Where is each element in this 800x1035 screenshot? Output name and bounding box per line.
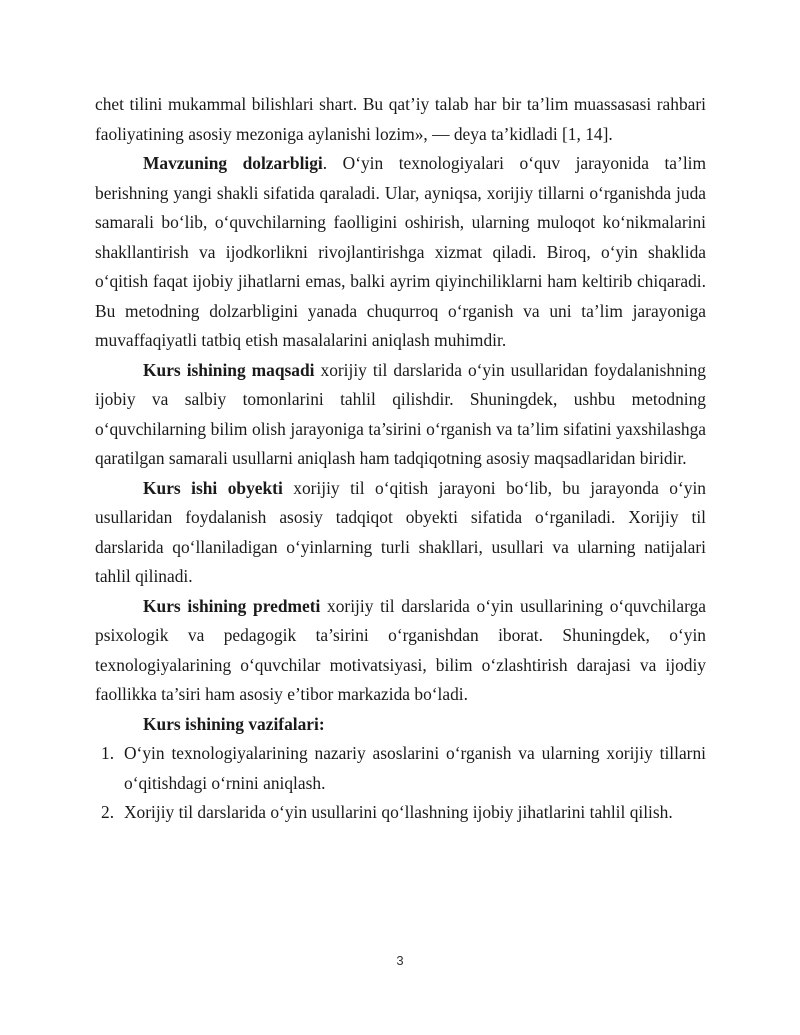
goal-paragraph — [95, 356, 706, 474]
relevance-paragraph — [95, 149, 706, 356]
list-item-number: 2. — [101, 802, 115, 822]
list-item-number: 1. — [101, 743, 115, 763]
subject-term: Kurs ishining predmeti — [143, 595, 321, 616]
page-content — [95, 90, 706, 828]
object-paragraph — [95, 474, 706, 592]
relevance-term: Mavzuning dolzarbligi — [143, 153, 323, 173]
goal-text: xorijiy til darslarida o‘yin usullaridan foydalanishning ijobiy va salbiy tomonlarini tahlil qilishdir. Shuningdek, ushbu metodning o‘quvchilarning bilim olish jarayoniga ta’sirini o‘rganish va ta’lim sifatini yaxshilashga qaratilgan samarali usullarni aniqlash ham tadqiqotning asosiy maqsadlaridan biridir. — [95, 359, 706, 468]
list-item-text: O‘yin texnologiyalarining nazariy asoslarini o‘rganish va ularning xorijiy tillarni o‘qitishdagi o‘rnini aniqlash. — [124, 743, 706, 793]
subject-text: xorijiy til darslarida o‘yin usullarining o‘quvchilarga psixologik va pedagogik ta’sirini o‘rganishdan iborat. Shuningdek, o‘yin texnologiyalarining o‘quvchilar motivatsiyasi, bilim o‘zlashtirish darajasi va ijodiy faollikka ta’siri ham asosiy e’tibor markazida bo‘ladi. — [95, 595, 706, 704]
list-item-text: Xorijiy til darslarida o‘yin usullarini qo‘llashning ijobiy jihatlarini tahlil qilish. — [124, 802, 673, 822]
list-item — [95, 798, 706, 828]
tasks-heading: Kurs ishining vazifalari: — [143, 713, 325, 734]
goal-term: Kurs ishining maqsadi — [143, 359, 315, 380]
page-number: 3 — [396, 953, 404, 968]
subject-paragraph — [95, 592, 706, 710]
object-text: xorijiy til o‘qitish jarayoni bo‘lib, bu jarayonda o‘yin usullaridan foydalanish asosiy tadqiqot obyekti sifatida o‘rganiladi. Xorijiy til darslarida qo‘llaniladigan o‘yinlarning turli shakllari, usullari va ularning natijalari tahlil qilinadi. — [95, 477, 706, 586]
relevance-text: . O‘yin texnologiyalari o‘quv jarayonida ta’lim berishning yangi shakli sifatida qaraladi. Ular, ayniqsa, xorijiy tillarni o‘rganishda juda samarali bo‘lib, o‘quvchilarning faolligini oshirish, ularning muloqot ko‘nikmalarini shakllantirish va ijodkorlikni rivojlantirishga xizmat qiladi. Biroq, o‘yin shaklida o‘qitish faqat ijobiy jihatlarni emas, balki ayrim qiyinchiliklarni ham keltirib chiqaradi. Bu metodning dolzarbligini yanada chuqurroq o‘rganish va uni ta’lim jarayoniga muvaffaqiyatli tatbiq etish masalalarini aniqlash muhimdir. — [95, 153, 707, 350]
intro-paragraph: chet tilini mukammal bilishlari shart. Bu qat’iy talab har bir ta’lim muassasasi rahbari faoliyatining asosiy mezoniga aylanishi lozim», — deya ta’kidladi [1, 14]. — [95, 94, 706, 144]
tasks-list — [95, 739, 706, 828]
object-term: Kurs ishi obyekti — [143, 477, 283, 498]
list-item — [95, 739, 706, 798]
